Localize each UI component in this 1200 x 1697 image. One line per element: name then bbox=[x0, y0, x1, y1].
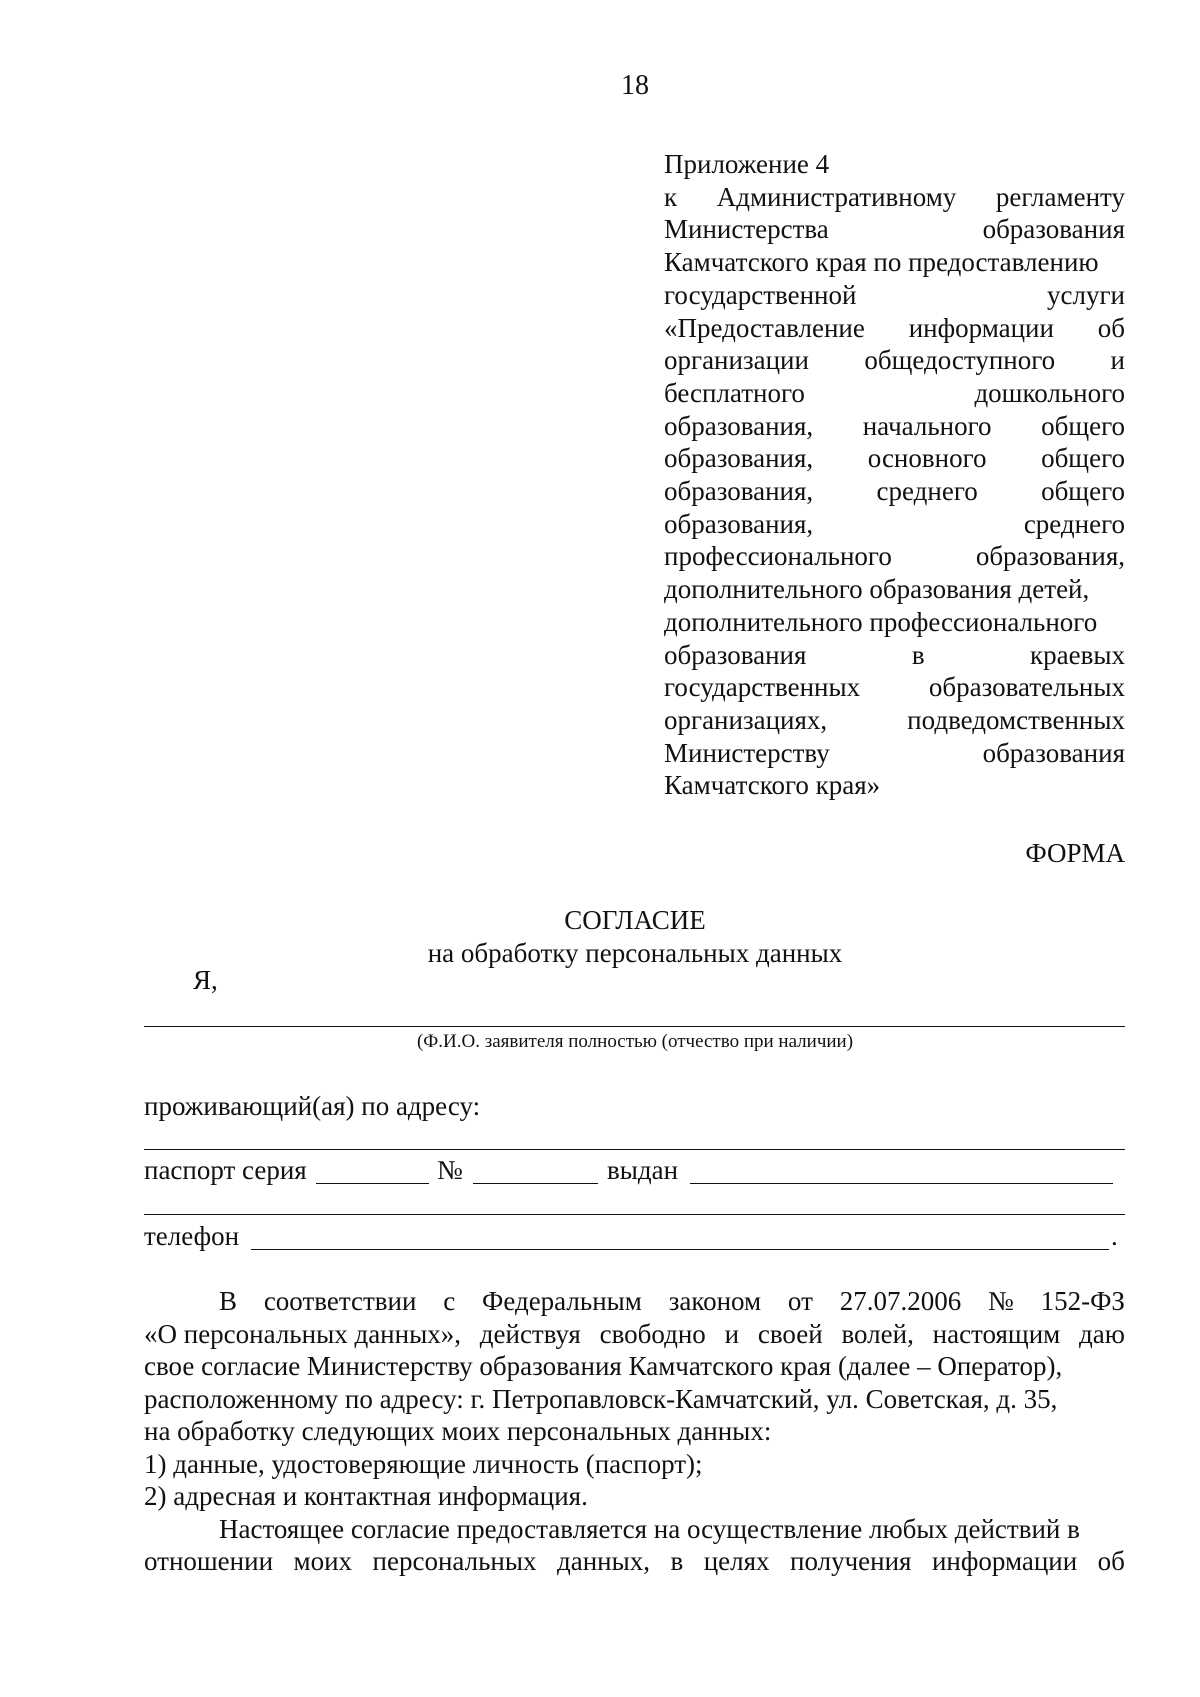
appendix-text-word: к bbox=[664, 181, 678, 212]
appendix-text-word: Министерству bbox=[664, 737, 830, 768]
appendix-text-word: краевых bbox=[1030, 639, 1125, 670]
appendix-text-word: образования bbox=[982, 737, 1125, 768]
consent-subtitle: на обработку персональных данных bbox=[427, 938, 843, 968]
consent-paragraph-word: настоящим bbox=[932, 1318, 1061, 1349]
consent-paragraph-word: Федеральным bbox=[482, 1286, 642, 1316]
appendix-text-word: бесплатного bbox=[664, 377, 805, 408]
phone-field[interactable] bbox=[251, 1249, 1109, 1250]
appendix-text-line bbox=[664, 246, 1125, 279]
appendix-title: Приложение 4 bbox=[664, 149, 830, 179]
passport-number-label: № bbox=[437, 1155, 463, 1185]
consent-actions-word: данных, bbox=[556, 1546, 650, 1576]
appendix-header bbox=[664, 148, 1125, 802]
appendix-text-word: общедоступного bbox=[864, 345, 1056, 376]
appendix-text-line bbox=[664, 279, 1125, 312]
passport-issued-field[interactable] bbox=[690, 1183, 1113, 1184]
appendix-text-word: среднего bbox=[876, 476, 978, 507]
appendix-text-word: образовательных bbox=[928, 672, 1125, 703]
appendix-text-word: информации bbox=[908, 312, 1054, 343]
consent-paragraph-word: свободно bbox=[599, 1318, 706, 1349]
appendix-text-line bbox=[664, 377, 1125, 410]
consent-paragraph-word: 152-ФЗ bbox=[1040, 1286, 1125, 1316]
appendix-text-word: образования, bbox=[975, 541, 1125, 572]
consent-paragraph-word: «О персональных данных», bbox=[144, 1318, 461, 1349]
data-list-item-2: 2) адресная и контактная информация. bbox=[144, 1481, 588, 1511]
appendix-text-line bbox=[664, 442, 1125, 475]
consent-paragraph-word: от bbox=[787, 1286, 813, 1316]
appendix-text-word: и bbox=[1110, 345, 1125, 376]
appendix-text-word: «Предоставление bbox=[664, 312, 865, 343]
appendix-text-word: государственных bbox=[664, 672, 861, 703]
consent-paragraph-word: 27.07.2006 bbox=[839, 1286, 962, 1316]
appendix-text-line bbox=[664, 410, 1125, 443]
consent-paragraph-word: и bbox=[724, 1318, 740, 1349]
consent-paragraph-word: действуя bbox=[479, 1318, 581, 1349]
consent-paragraph-word: даю bbox=[1079, 1318, 1125, 1349]
consent-paragraph-word: свое согласие Министерству образования Камчатского края (далее – Оператор), bbox=[144, 1351, 1063, 1381]
consent-actions-word: персональных bbox=[372, 1546, 537, 1576]
appendix-text bbox=[664, 181, 1125, 802]
consent-paragraph-lines bbox=[144, 1285, 1125, 1415]
ya-label: Я, bbox=[193, 965, 218, 995]
form-label: ФОРМА bbox=[1025, 838, 1125, 868]
appendix-text-word: регламенту bbox=[995, 181, 1125, 212]
appendix-text-word: образования bbox=[664, 639, 807, 670]
appendix-text-line bbox=[664, 639, 1125, 672]
appendix-text-word: общего bbox=[1041, 410, 1125, 441]
appendix-text-line bbox=[664, 344, 1125, 377]
appendix-text-line bbox=[664, 181, 1125, 214]
appendix-text-word: образования, bbox=[664, 476, 814, 507]
appendix-text-line bbox=[664, 769, 1125, 802]
consent-actions-word: об bbox=[1097, 1546, 1125, 1576]
phone-end-dot: . bbox=[1111, 1221, 1118, 1251]
passport-series-label: паспорт серия bbox=[144, 1155, 307, 1185]
appendix-text-word: среднего bbox=[1023, 508, 1125, 539]
appendix-text-word: профессионального bbox=[664, 541, 892, 572]
appendix-text-word: образования, bbox=[664, 508, 814, 539]
passport-number-field[interactable] bbox=[473, 1183, 598, 1184]
appendix-text-line bbox=[664, 573, 1125, 606]
appendix-text-word: в bbox=[911, 639, 925, 670]
appendix-text-word: организации bbox=[664, 345, 809, 376]
appendix-text-word: дошкольного bbox=[974, 377, 1125, 408]
appendix-text-word: образования, bbox=[664, 410, 814, 441]
consent-actions-word: в bbox=[670, 1546, 684, 1576]
consent-actions-line bbox=[144, 1545, 1125, 1578]
consent-paragraph-word: В bbox=[219, 1286, 238, 1316]
data-list-item-1: 1) данные, удостоверяющие личность (паспорт); bbox=[144, 1448, 703, 1479]
consent-title: СОГЛАСИЕ bbox=[564, 905, 706, 935]
appendix-text-word: государственной bbox=[664, 279, 857, 310]
passport-extra-line[interactable] bbox=[144, 1214, 1125, 1215]
appendix-text-line bbox=[664, 213, 1125, 246]
appendix-text-word: Административному bbox=[716, 181, 957, 212]
consent-actions-word: целях bbox=[703, 1546, 770, 1576]
appendix-text-line bbox=[664, 704, 1125, 737]
consent-title-block bbox=[0, 904, 1200, 970]
appendix-text-line bbox=[664, 606, 1125, 639]
consent-paragraph-word: с bbox=[443, 1286, 456, 1316]
consent-paragraph-word: расположенному по адресу: г. Петропавловск-Камчатский, ул. Советская, д. 35, bbox=[144, 1383, 1058, 1414]
consent-paragraph-line bbox=[144, 1318, 1125, 1351]
appendix-text-word: Министерства bbox=[664, 214, 829, 245]
appendix-text-word: основного bbox=[867, 443, 987, 474]
appendix-text-line bbox=[664, 475, 1125, 508]
appendix-text-line bbox=[664, 540, 1125, 573]
consent-actions-word: отношении bbox=[144, 1546, 274, 1576]
passport-issued-label: выдан bbox=[607, 1155, 679, 1185]
consent-paragraph-word: законом bbox=[668, 1286, 762, 1316]
appendix-text-word: организациях, bbox=[664, 704, 828, 735]
appendix-text-line bbox=[664, 312, 1125, 345]
fio-caption: (Ф.И.О. заявителя полностью (отчество при наличии) bbox=[416, 1031, 854, 1052]
consent-paragraph-last-line: на обработку следующих моих персональных данных: bbox=[144, 1416, 772, 1446]
consent-paragraph-line bbox=[144, 1285, 1125, 1318]
appendix-text-word: Камчатского края по предоставлению bbox=[664, 247, 1099, 278]
appendix-text-word: общего bbox=[1041, 443, 1125, 474]
consent-actions-line bbox=[144, 1513, 1125, 1546]
appendix-text-line bbox=[664, 508, 1125, 541]
appendix-text-word: общего bbox=[1041, 476, 1125, 507]
appendix-text-line bbox=[664, 671, 1125, 704]
address-label: проживающий(ая) по адресу: bbox=[144, 1091, 481, 1121]
appendix-text-word: услуги bbox=[1047, 279, 1125, 310]
phone-label: телефон bbox=[144, 1221, 240, 1251]
fio-field-line[interactable] bbox=[144, 1026, 1125, 1027]
consent-actions-word: получения bbox=[790, 1546, 912, 1576]
appendix-text-word: дополнительного профессионального bbox=[664, 606, 1098, 637]
consent-paragraph-word: соответствии bbox=[263, 1286, 417, 1316]
appendix-text-word: образования bbox=[982, 214, 1125, 245]
consent-paragraph-word: № bbox=[988, 1286, 1014, 1316]
appendix-text-word: начального bbox=[862, 410, 992, 441]
consent-actions-word: моих bbox=[293, 1546, 353, 1576]
appendix-text-word: образования, bbox=[664, 443, 814, 474]
consent-actions-paragraph bbox=[144, 1513, 1125, 1578]
consent-paragraph-word: своей bbox=[757, 1318, 823, 1349]
page-number: 18 bbox=[621, 70, 649, 101]
consent-paragraph-line bbox=[144, 1383, 1125, 1416]
address-field-line[interactable] bbox=[144, 1149, 1125, 1150]
appendix-text-word: подведомственных bbox=[907, 704, 1125, 735]
passport-series-field[interactable] bbox=[316, 1183, 429, 1184]
consent-actions-word: Настоящее согласие предоставляется на осуществление любых действий в bbox=[219, 1513, 1080, 1544]
appendix-text-word: Камчатского края» bbox=[664, 770, 881, 801]
appendix-text-word: дополнительного образования детей, bbox=[664, 574, 1090, 605]
consent-paragraph-word: волей, bbox=[841, 1318, 914, 1349]
appendix-text-line bbox=[664, 737, 1125, 770]
consent-paragraph-line bbox=[144, 1350, 1125, 1383]
consent-actions-word: информации bbox=[931, 1546, 1078, 1576]
consent-paragraph bbox=[144, 1285, 1125, 1578]
appendix-text-word: об bbox=[1097, 312, 1125, 343]
